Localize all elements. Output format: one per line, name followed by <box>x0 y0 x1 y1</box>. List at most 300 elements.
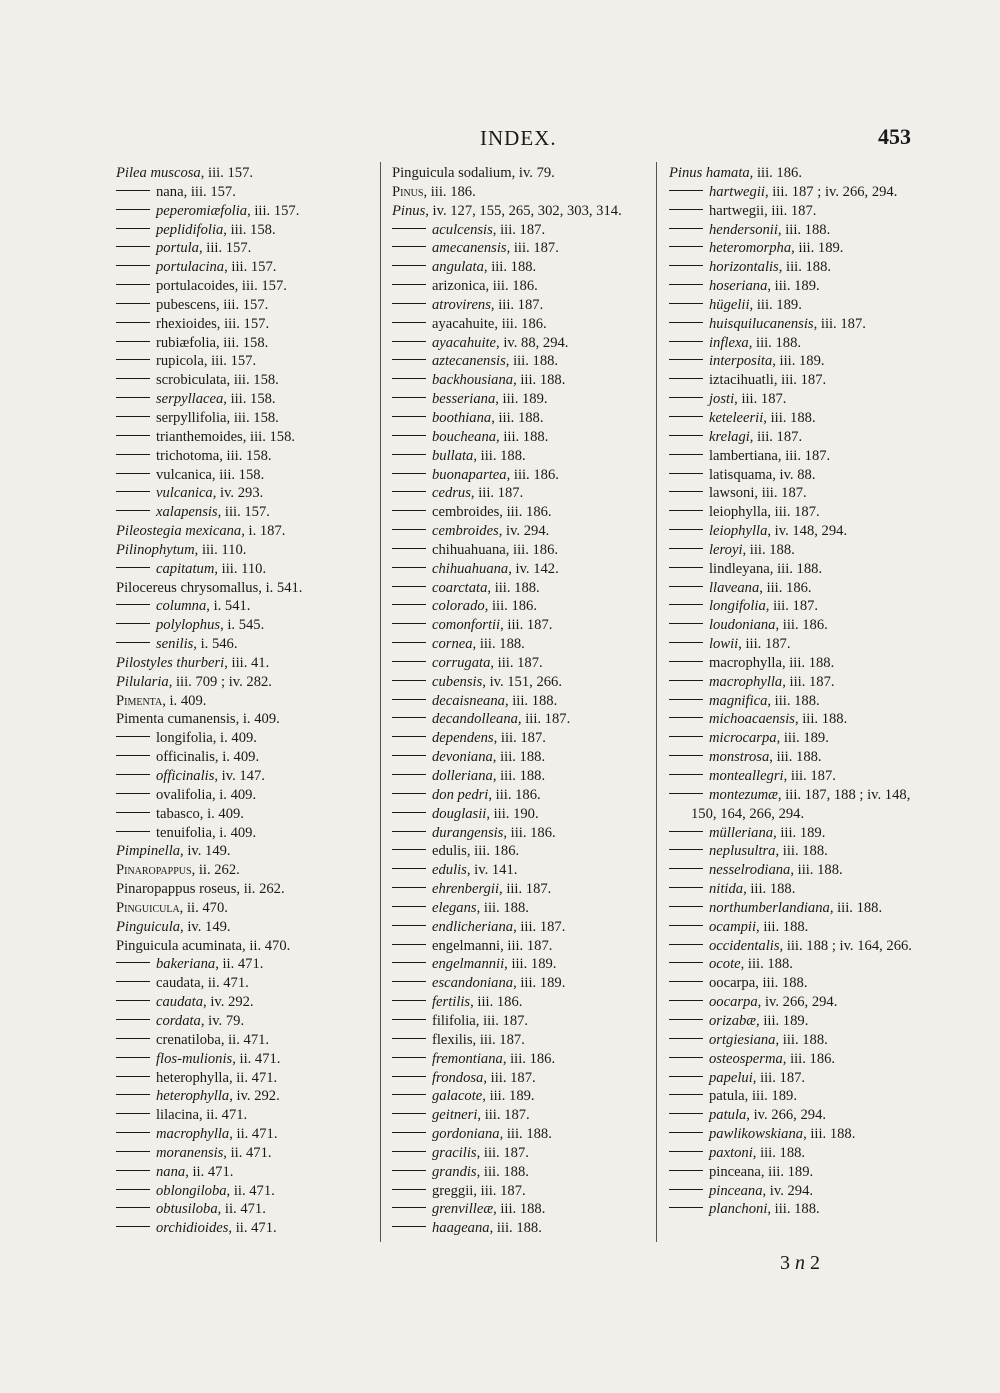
entry-reference: , iii. 188. <box>756 918 809 935</box>
index-entry <box>116 673 374 692</box>
ditto-dash <box>116 435 150 436</box>
ditto-dash <box>669 473 703 474</box>
index-entry <box>116 748 374 767</box>
entry-reference: , iii. 158. <box>216 334 269 351</box>
entry-name: chihuahuana <box>432 560 509 577</box>
entry-name: obtusiloba <box>156 1201 218 1218</box>
index-entry <box>392 654 654 673</box>
entry-name: grandis <box>432 1163 477 1180</box>
ditto-dash <box>116 190 150 191</box>
index-entry <box>392 296 654 315</box>
entry-reference: , iii. 187. <box>506 240 559 257</box>
entry-reference: , iii. 158. <box>223 221 276 238</box>
ditto-dash <box>392 831 426 832</box>
entry-name: serpyllacea <box>156 391 224 408</box>
index-entry <box>116 221 374 240</box>
index-column-1 <box>116 164 374 1238</box>
signature-mark: 3 n 2 <box>780 1252 820 1274</box>
index-column-2 <box>392 164 654 1238</box>
ditto-dash <box>392 642 426 643</box>
ditto-dash <box>669 1132 703 1133</box>
entry-reference: , iii. 187. <box>513 918 566 935</box>
ditto-dash <box>392 717 426 718</box>
index-entry <box>116 390 374 409</box>
entry-reference: , iii. 188. <box>767 692 820 709</box>
entry-reference: , iii. 187. <box>476 1144 529 1161</box>
ditto-dash <box>669 1057 703 1058</box>
index-entry <box>116 409 374 428</box>
ditto-dash <box>116 774 150 775</box>
index-entry <box>116 164 374 183</box>
ditto-dash <box>116 1038 150 1039</box>
index-entry <box>116 258 374 277</box>
index-entry <box>116 880 374 899</box>
entry-name: cedrus <box>432 485 471 502</box>
entry-reference: , iii. 188. <box>752 1144 806 1161</box>
index-entry <box>392 352 654 371</box>
index-entry <box>392 748 654 767</box>
ditto-dash <box>669 623 703 624</box>
ditto-dash <box>116 378 150 379</box>
entry-reference: , iii. 188. <box>767 1201 820 1218</box>
entry-reference: , iii. 187. <box>754 485 807 502</box>
entry-name: backhousiana <box>432 372 514 389</box>
entry-reference: , iii. 188. <box>487 579 540 596</box>
ditto-dash <box>116 1189 150 1190</box>
entry-name: hügelii <box>709 296 750 313</box>
entry-reference: , iii. 188. <box>775 843 828 860</box>
ditto-dash <box>116 962 150 963</box>
entry-name: orizabæ <box>709 1012 757 1029</box>
entry-reference: , iii. 188. <box>513 372 566 389</box>
ditto-dash <box>392 246 426 247</box>
entry-reference: , iii. 188. <box>777 221 831 238</box>
entry-reference: , ii. 471. <box>232 1050 281 1067</box>
ditto-dash <box>669 944 703 945</box>
entry-name: Pilularia <box>116 673 169 690</box>
entry-name: rhexioides <box>156 315 217 332</box>
entry-reference: , iii. 189. <box>495 391 548 408</box>
ditto-dash <box>392 906 426 907</box>
entry-name: gordoniana <box>432 1126 500 1143</box>
entry-reference: , iii. 187. <box>738 636 791 653</box>
entry-reference: , iii. 187. <box>767 504 820 521</box>
ditto-dash <box>116 793 150 794</box>
entry-reference: , iii. 187. <box>493 730 546 747</box>
index-entry <box>392 993 654 1012</box>
entry-name: Pinguicula sodalium <box>392 165 512 181</box>
index-entry <box>392 277 654 296</box>
index-entry <box>392 466 654 485</box>
index-entry <box>669 541 921 560</box>
entry-name: orchidioides <box>156 1220 229 1237</box>
entry-reference: , iv. 266, 294. <box>757 994 838 1011</box>
index-entry <box>669 334 921 353</box>
entry-name: portulacina <box>156 259 225 276</box>
ditto-dash <box>669 1076 703 1077</box>
entry-reference: , iii. 157. <box>247 202 300 219</box>
index-entry <box>669 993 921 1012</box>
entry-name: vulcanica <box>156 485 213 502</box>
ditto-dash <box>392 435 426 436</box>
entry-name: lindleyana <box>709 560 770 577</box>
entry-reference: , i. 541. <box>258 579 303 596</box>
entry-name: haageana <box>432 1220 490 1237</box>
index-entry <box>116 560 374 579</box>
ditto-dash <box>116 397 150 398</box>
index-entry <box>392 899 654 918</box>
entry-name: colorado <box>432 598 485 615</box>
entry-reference: , i. 409. <box>235 711 280 728</box>
entry-reference: , iii. 186. <box>759 579 812 596</box>
entry-name: gracilis <box>432 1144 477 1161</box>
index-entry <box>392 824 654 843</box>
index-entry <box>116 710 374 729</box>
entry-reference: , iii. 187. <box>813 315 866 332</box>
ditto-dash <box>669 397 703 398</box>
entry-name: caudata <box>156 994 204 1011</box>
entry-name: engelmanni <box>432 937 501 954</box>
ditto-dash <box>669 190 703 191</box>
entry-name: krelagi <box>709 428 750 445</box>
entry-name: hartwegii <box>709 183 765 200</box>
ditto-dash <box>116 1076 150 1077</box>
index-entry <box>116 767 374 786</box>
entry-name: patula <box>709 1088 745 1105</box>
entry-name: officinalis <box>156 749 215 766</box>
index-entry <box>116 805 374 824</box>
entry-reference: , iii. 187. <box>782 673 835 690</box>
ditto-dash <box>392 925 426 926</box>
index-entry <box>669 239 921 258</box>
index-entry <box>669 880 921 899</box>
entry-reference: , iii. 188. <box>476 1163 529 1180</box>
ditto-dash <box>392 755 426 756</box>
entry-name: ayacahuite <box>432 334 497 351</box>
index-entry <box>392 447 654 466</box>
entry-name: michoacaensis <box>709 711 795 728</box>
index-entry <box>116 428 374 447</box>
index-entry <box>116 202 374 221</box>
ditto-dash <box>669 887 703 888</box>
ditto-dash <box>116 1094 150 1095</box>
entry-reference: , iii. 186. <box>503 824 556 841</box>
entry-reference: , iii. 158. <box>219 447 272 464</box>
index-entry <box>392 1031 654 1050</box>
ditto-dash <box>116 831 150 832</box>
entry-name: decandolleana <box>432 711 518 728</box>
ditto-dash <box>392 699 426 700</box>
index-entry <box>392 974 654 993</box>
ditto-dash <box>392 849 426 850</box>
entry-name: cembroides <box>432 504 500 521</box>
entry-name: edulis <box>432 843 467 860</box>
entry-reference: , ii. 470. <box>179 899 228 916</box>
entry-name: longifolia <box>709 598 766 615</box>
index-entry <box>392 786 654 805</box>
index-entry <box>392 861 654 880</box>
index-entry <box>392 918 654 937</box>
index-entry <box>116 352 374 371</box>
entry-reference: , iv. 79. <box>200 1012 245 1029</box>
entry-reference: , iii. 188. <box>743 881 796 898</box>
index-entry <box>669 522 921 541</box>
index-entry <box>116 1012 374 1031</box>
entry-reference: , ii. 471. <box>215 956 264 973</box>
entry-reference: , iii. 189. <box>504 956 557 973</box>
index-entry <box>116 918 374 937</box>
entry-reference: , iii. 187. <box>752 1069 806 1086</box>
entry-name: capitatum <box>156 560 215 577</box>
entry-name: heterophylla <box>156 1069 229 1086</box>
entry-reference: , iii. 190. <box>486 805 539 822</box>
entry-name: Pinguicula <box>116 899 180 916</box>
entry-name: cubensis <box>432 673 483 690</box>
index-entry <box>669 654 921 673</box>
ditto-dash <box>116 322 150 323</box>
entry-name: cornea <box>432 636 473 653</box>
index-entry <box>392 1200 654 1219</box>
entry-reference: , ii. 471. <box>198 1107 248 1124</box>
index-entry <box>392 522 654 541</box>
ditto-dash <box>116 359 150 360</box>
entry-name: ayacahuite <box>432 315 495 332</box>
index-entry <box>392 767 654 786</box>
index-entry <box>669 899 921 918</box>
ditto-dash <box>116 341 150 342</box>
index-entry <box>392 1106 654 1125</box>
ditto-dash <box>392 228 426 229</box>
index-entry <box>116 484 374 503</box>
ditto-dash <box>669 981 703 982</box>
index-entry <box>669 974 921 993</box>
ditto-dash <box>392 868 426 869</box>
ditto-dash <box>116 981 150 982</box>
index-entry <box>116 842 374 861</box>
ditto-dash <box>669 1094 703 1095</box>
entry-name: lowii <box>709 636 739 653</box>
entry-reference: , iii. 188. <box>492 768 546 784</box>
entry-name: dolleriana <box>432 768 493 784</box>
ditto-dash <box>669 868 703 869</box>
entry-reference: , iii. 186. <box>505 541 559 558</box>
entry-name: macrophylla <box>709 654 782 671</box>
entry-reference: , i. 409. <box>162 692 207 709</box>
index-entry <box>116 1144 374 1163</box>
entry-reference: , iii. 188. <box>491 409 544 426</box>
index-entry <box>669 1106 921 1125</box>
ditto-dash <box>669 906 703 907</box>
entry-reference: , i. 545. <box>220 617 265 634</box>
entry-name: rupicola <box>156 353 204 370</box>
entry-name: angulata <box>432 259 484 276</box>
index-entry <box>669 1069 921 1088</box>
ditto-dash <box>669 228 703 229</box>
entry-name: Pilinophytum <box>116 541 195 558</box>
index-entry <box>116 1031 374 1050</box>
ditto-dash <box>392 510 426 511</box>
index-entry <box>669 447 921 466</box>
entry-name: Pinaropappus roseus <box>116 881 237 898</box>
entry-reference: , iii. 188 ; iv. 164, 266. <box>779 937 912 954</box>
entry-name: caudata <box>156 975 201 992</box>
entry-name: patula <box>709 1107 747 1124</box>
entry-reference: , iv. 88. <box>772 466 816 483</box>
column-divider <box>656 162 657 1242</box>
entry-reference: , iii. 188. <box>496 428 549 445</box>
index-entry <box>116 1182 374 1201</box>
index-entry <box>116 1087 374 1106</box>
index-entry <box>669 183 921 202</box>
index-entry <box>669 824 921 843</box>
entry-name: endlicheriana <box>432 918 514 935</box>
index-entry <box>116 541 374 560</box>
entry-name: engelmannii <box>432 956 505 973</box>
entry-name: coarctata <box>432 579 488 596</box>
entry-name: pubescens <box>156 296 216 313</box>
index-entry <box>116 692 374 711</box>
index-entry <box>392 164 654 183</box>
entry-name: portulacoides <box>156 278 235 295</box>
ditto-dash <box>392 887 426 888</box>
entry-reference: , iii. 188. <box>505 353 559 370</box>
ditto-dash <box>392 567 426 568</box>
entry-reference: , i. 409. <box>212 730 257 747</box>
entry-reference: , ii. 471. <box>228 1069 278 1086</box>
ditto-dash <box>116 736 150 737</box>
index-entry <box>116 993 374 1012</box>
index-entry <box>669 937 921 956</box>
entry-name: geitneri <box>432 1107 478 1124</box>
entry-name: Pinus <box>392 202 426 219</box>
ditto-dash <box>669 1170 703 1171</box>
entry-reference: , iii. 189. <box>749 296 802 313</box>
entry-name: macrophylla <box>156 1126 230 1143</box>
entry-name: Pinus hamata <box>669 165 750 181</box>
index-entry <box>392 409 654 428</box>
entry-reference: , iii. 187. <box>472 1031 525 1048</box>
index-entry <box>669 258 921 277</box>
index-entry <box>669 352 921 371</box>
entry-name: ocote <box>709 956 741 973</box>
entry-name: hoseriana <box>709 278 768 295</box>
ditto-dash <box>392 1000 426 1001</box>
ditto-dash <box>116 1132 150 1133</box>
entry-reference: , iii. 157. <box>200 165 254 181</box>
entry-reference: , iii. 187. <box>470 485 524 502</box>
index-entry <box>116 1200 374 1219</box>
index-entry <box>392 579 654 598</box>
index-entry <box>116 579 374 598</box>
ditto-dash <box>392 454 426 455</box>
index-entry <box>392 239 654 258</box>
entry-name: devoniana <box>432 749 493 766</box>
index-entry <box>669 692 921 711</box>
index-entry <box>392 183 654 202</box>
entry-name: nana <box>156 183 184 200</box>
entry-name: pinceana <box>709 1182 763 1199</box>
index-entry <box>669 673 921 692</box>
entry-reference: , iii. 158. <box>211 466 265 483</box>
ditto-dash <box>392 981 426 982</box>
index-entry <box>669 1163 921 1182</box>
index-entry <box>669 428 921 447</box>
entry-name: buonapartea <box>432 466 507 483</box>
entry-name: vulcanica <box>156 466 212 483</box>
entry-reference: , iii. 157. <box>203 353 257 370</box>
entry-name: keteleerii <box>709 409 764 426</box>
entry-reference: , ii. 262. <box>236 881 285 898</box>
ditto-dash <box>392 341 426 342</box>
entry-reference: , iii. 187. <box>773 372 827 389</box>
entry-name: serpyllifolia <box>156 409 227 426</box>
entry-name: Pilostyles thurberi <box>116 654 225 671</box>
entry-name: oblongiloba <box>156 1182 227 1199</box>
ditto-dash <box>392 473 426 474</box>
ditto-dash <box>392 1170 426 1171</box>
entry-reference: , iii. 186. <box>775 617 828 634</box>
entry-name: Pimpinella <box>116 843 181 860</box>
entry-name: nana <box>156 1163 186 1180</box>
ditto-dash <box>392 680 426 681</box>
entry-reference: , iii. 187. <box>490 296 544 313</box>
ditto-dash <box>669 1207 703 1208</box>
entry-reference: , i. 409. <box>199 805 244 822</box>
entry-reference: , iii. 110. <box>194 541 247 558</box>
entry-reference: , iii. 188. <box>472 636 525 653</box>
ditto-dash <box>116 491 150 492</box>
entry-name: Pinguicula <box>116 918 181 935</box>
entry-name: atrovirens <box>432 296 491 313</box>
index-entry <box>392 729 654 748</box>
entry-reference: , iii. 188. <box>781 654 835 671</box>
entry-reference: , iii. 188. <box>790 862 843 879</box>
ditto-dash <box>392 416 426 417</box>
entry-name: occidentalis <box>709 937 780 954</box>
page-number: 453 <box>878 124 911 149</box>
index-entry <box>392 221 654 240</box>
index-entry <box>116 729 374 748</box>
ditto-dash <box>116 1019 150 1020</box>
entry-reference: , iii. 187. <box>500 937 553 954</box>
index-entry <box>116 522 374 541</box>
index-entry <box>392 635 654 654</box>
entry-reference: , iii. 158. <box>226 372 279 389</box>
index-entry <box>669 955 921 974</box>
entry-reference: , iv. 141. <box>466 862 518 879</box>
ditto-dash <box>116 1226 150 1227</box>
ditto-dash <box>392 1207 426 1208</box>
index-entry <box>669 786 921 824</box>
ditto-dash <box>669 831 703 832</box>
ditto-dash <box>669 680 703 681</box>
ditto-dash <box>392 793 426 794</box>
entry-name: rubiæfolia <box>156 334 216 351</box>
entry-name: nitida <box>709 881 744 898</box>
entry-name: Pinus <box>392 183 424 200</box>
ditto-dash <box>116 228 150 229</box>
entry-name: iztacihuatli <box>709 372 774 389</box>
entry-reference: , iii. 158. <box>242 428 296 445</box>
index-entry <box>392 1219 654 1238</box>
index-entry <box>116 824 374 843</box>
index-entry <box>116 786 374 805</box>
entry-reference: , iii. 187. <box>764 202 817 219</box>
entry-reference: , iii. 187. <box>765 598 819 615</box>
entry-reference: , iii. 189. <box>791 240 844 257</box>
entry-reference: , iii. 188. <box>489 1220 542 1237</box>
entry-reference: , iii. 187. <box>749 428 803 445</box>
